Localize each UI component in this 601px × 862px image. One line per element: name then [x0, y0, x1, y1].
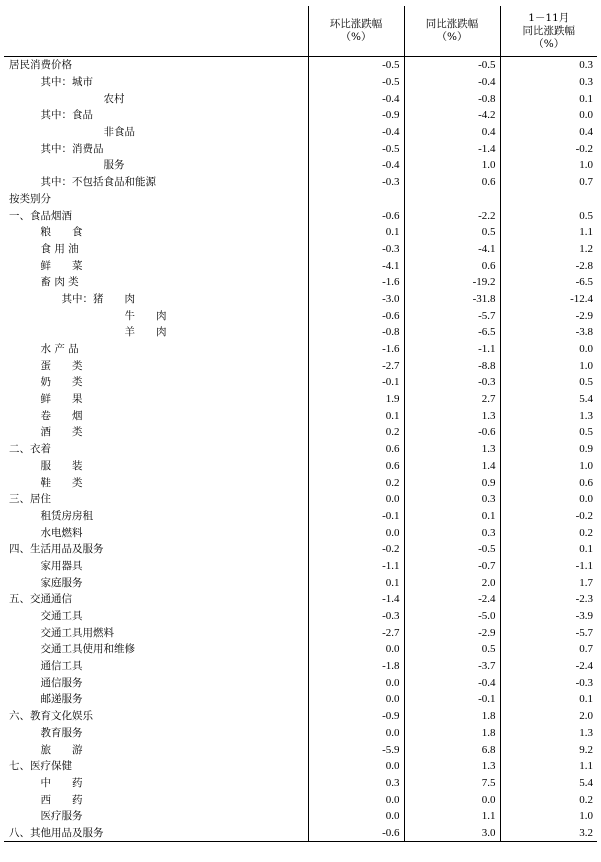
table-row	[4, 641, 597, 658]
ytd-value: 1.3	[500, 725, 597, 742]
table-row	[4, 140, 597, 157]
table-row	[4, 441, 597, 458]
header-item	[4, 6, 308, 57]
row-label: 家庭服务	[40, 576, 83, 589]
yoy-value: -4.1	[404, 241, 500, 258]
yoy-value: -3.7	[404, 658, 500, 675]
row-label: 居民消费价格	[9, 59, 72, 72]
yoy-value: 0.9	[404, 474, 500, 491]
mom-value	[308, 191, 404, 208]
table-row	[4, 624, 597, 641]
yoy-value: 1.1	[404, 808, 500, 825]
ytd-value: 3.2	[500, 825, 597, 842]
row-label: 租赁房房租	[40, 509, 93, 522]
table-row	[4, 591, 597, 608]
yoy-value: 0.5	[404, 224, 500, 241]
mom-value: 0.0	[308, 691, 404, 708]
table-header-row	[4, 6, 597, 57]
ytd-value: -0.3	[500, 674, 597, 691]
yoy-value: 0.6	[404, 174, 500, 191]
ytd-value: 1.7	[500, 574, 597, 591]
mom-value: 0.2	[308, 424, 404, 441]
yoy-value: 2.0	[404, 574, 500, 591]
ytd-value: 0.2	[500, 791, 597, 808]
mom-value: 0.1	[308, 224, 404, 241]
row-label: 通信服务	[40, 676, 83, 689]
row-label: 水电燃料	[40, 526, 83, 539]
header-mom	[308, 6, 404, 57]
yoy-value: -1.1	[404, 341, 500, 358]
mom-value: 0.0	[308, 808, 404, 825]
row-label: 鞋 类	[40, 476, 83, 489]
ytd-value: -2.8	[500, 257, 597, 274]
mom-value: -0.8	[308, 324, 404, 341]
ytd-value: 0.5	[500, 207, 597, 224]
mom-value: -0.6	[308, 307, 404, 324]
mom-value: 0.0	[308, 758, 404, 775]
row-label: 八、其他用品及服务	[4, 825, 308, 842]
row-label: 非食品	[103, 126, 135, 139]
mom-value: -0.9	[308, 708, 404, 725]
row-label: 七、医疗保健	[9, 760, 72, 773]
row-label: 旅 游	[40, 743, 83, 756]
table-row	[4, 274, 597, 291]
table-row	[4, 291, 597, 308]
mom-value: -2.7	[308, 357, 404, 374]
table-row	[4, 424, 597, 441]
table-row	[4, 491, 597, 508]
ytd-value: 1.1	[500, 758, 597, 775]
mom-value: -0.9	[308, 107, 404, 124]
ytd-value: -0.2	[500, 508, 597, 525]
mom-value: -0.3	[308, 174, 404, 191]
mom-value: -0.3	[308, 608, 404, 625]
mom-value: 0.0	[308, 674, 404, 691]
ytd-value: -12.4	[500, 291, 597, 308]
yoy-value: -0.5	[404, 541, 500, 558]
yoy-value: 2.7	[404, 391, 500, 408]
cpi-table	[4, 6, 597, 842]
table-row	[4, 741, 597, 758]
yoy-value: 0.6	[404, 257, 500, 274]
header-yoy-line1: 同比涨跌幅	[425, 18, 479, 30]
table-row	[4, 775, 597, 792]
table-row	[4, 391, 597, 408]
mom-value: -0.6	[308, 207, 404, 224]
row-label: 一、食品烟酒	[9, 209, 72, 222]
mom-value: 0.0	[308, 641, 404, 658]
ytd-value: 0.3	[500, 74, 597, 91]
mom-value: -1.1	[308, 558, 404, 575]
mom-value: 0.1	[308, 574, 404, 591]
table-row	[4, 708, 597, 725]
table-row	[4, 341, 597, 358]
mom-value: -3.0	[308, 291, 404, 308]
row-label: 牛 肉	[124, 309, 167, 322]
yoy-value: 1.3	[404, 758, 500, 775]
mom-value: 1.9	[308, 391, 404, 408]
yoy-value: -0.4	[404, 674, 500, 691]
mom-value: 0.0	[308, 491, 404, 508]
yoy-value: 1.4	[404, 458, 500, 475]
row-label: 奶 类	[40, 376, 83, 389]
mom-value: -0.1	[308, 374, 404, 391]
mom-value: -2.7	[308, 624, 404, 641]
table-row	[4, 808, 597, 825]
ytd-value: -0.2	[500, 140, 597, 157]
yoy-value: -0.1	[404, 691, 500, 708]
table-row	[4, 674, 597, 691]
ytd-value: 1.0	[500, 157, 597, 174]
table-row	[4, 558, 597, 575]
yoy-value: -4.2	[404, 107, 500, 124]
yoy-value: 0.4	[404, 124, 500, 141]
table-row	[4, 524, 597, 541]
yoy-value: -6.5	[404, 324, 500, 341]
table-row	[4, 174, 597, 191]
ytd-value: 0.1	[500, 90, 597, 107]
ytd-value: -6.5	[500, 274, 597, 291]
yoy-value: -2.2	[404, 207, 500, 224]
row-label: 中 药	[40, 776, 83, 789]
row-label: 其中：消费品	[40, 142, 104, 155]
mom-value: -0.5	[308, 74, 404, 91]
row-label: 酒 类	[40, 426, 83, 439]
row-label: 邮递服务	[40, 693, 83, 706]
table-row	[4, 574, 597, 591]
header-ytd-period: 1－11月	[528, 11, 570, 24]
mom-value: -1.8	[308, 658, 404, 675]
mom-value: -1.6	[308, 341, 404, 358]
row-label: 蛋 类	[40, 359, 83, 372]
row-label: 交通工具使用和维修	[40, 643, 135, 656]
yoy-value: -0.3	[404, 374, 500, 391]
yoy-value: 7.5	[404, 775, 500, 792]
table-row	[4, 257, 597, 274]
mom-value: 0.1	[308, 407, 404, 424]
table-row	[4, 324, 597, 341]
row-label: 水 产 品	[40, 343, 79, 356]
mom-value: 0.6	[308, 458, 404, 475]
row-label: 四、生活用品及服务	[9, 543, 104, 556]
yoy-value: -2.4	[404, 591, 500, 608]
ytd-value: 0.1	[500, 541, 597, 558]
ytd-value: -2.3	[500, 591, 597, 608]
row-label: 畜 肉 类	[40, 276, 79, 289]
row-label: 通信工具	[40, 660, 83, 673]
row-label: 六、教育文化娱乐	[9, 710, 93, 723]
table-row	[4, 608, 597, 625]
mom-value: -5.9	[308, 741, 404, 758]
row-label: 医疗服务	[40, 810, 83, 823]
yoy-value: -0.8	[404, 90, 500, 107]
yoy-value: 0.5	[404, 641, 500, 658]
table-row	[4, 90, 597, 107]
table-row	[4, 74, 597, 91]
table-row	[4, 57, 597, 74]
ytd-value: 0.1	[500, 691, 597, 708]
mom-value: -1.6	[308, 274, 404, 291]
mom-value: 0.6	[308, 441, 404, 458]
header-mom-line1: 环比涨跌幅	[329, 18, 383, 30]
ytd-value: 1.0	[500, 808, 597, 825]
ytd-value: -5.7	[500, 624, 597, 641]
table-row	[4, 241, 597, 258]
header-ytd	[500, 6, 597, 57]
ytd-value: 0.0	[500, 107, 597, 124]
table-row	[4, 307, 597, 324]
row-label: 农村	[103, 92, 125, 105]
ytd-value: -2.9	[500, 307, 597, 324]
table-row	[4, 825, 597, 842]
row-label: 食 用 油	[40, 242, 79, 255]
yoy-value: -0.4	[404, 74, 500, 91]
row-label: 五、交通通信	[9, 593, 72, 606]
row-label: 教育服务	[40, 726, 83, 739]
row-label: 三、居住	[9, 493, 51, 506]
yoy-value: 1.8	[404, 708, 500, 725]
table-row	[4, 758, 597, 775]
yoy-value: -1.4	[404, 140, 500, 157]
yoy-value: 0.3	[404, 491, 500, 508]
table-row	[4, 691, 597, 708]
row-label: 服 装	[40, 459, 83, 472]
row-label: 二、衣着	[9, 443, 51, 456]
ytd-value: 0.5	[500, 374, 597, 391]
header-mom-unit: （%）	[340, 31, 372, 43]
yoy-value: 1.3	[404, 407, 500, 424]
ytd-value: 1.1	[500, 224, 597, 241]
mom-value: 0.2	[308, 474, 404, 491]
yoy-value: -5.7	[404, 307, 500, 324]
ytd-value: 2.0	[500, 708, 597, 725]
mom-value: -0.3	[308, 241, 404, 258]
table-row	[4, 658, 597, 675]
row-label: 其中：不包括食品和能源	[40, 176, 156, 189]
row-label: 其中：食品	[40, 109, 93, 122]
row-label: 粮 食	[40, 226, 83, 239]
ytd-value	[500, 191, 597, 208]
mom-value: -0.6	[308, 825, 404, 842]
mom-value: 0.3	[308, 775, 404, 792]
yoy-value: -8.8	[404, 357, 500, 374]
row-label: 鲜 果	[40, 393, 83, 406]
mom-value: 0.0	[308, 524, 404, 541]
ytd-value: -1.1	[500, 558, 597, 575]
row-label: 服务	[103, 159, 125, 172]
row-label: 交通工具	[40, 610, 83, 623]
table-row	[4, 508, 597, 525]
table-row	[4, 374, 597, 391]
table-body	[4, 57, 597, 842]
ytd-value: 5.4	[500, 391, 597, 408]
table-row	[4, 407, 597, 424]
ytd-value: -3.8	[500, 324, 597, 341]
table-row	[4, 191, 597, 208]
header-yoy	[404, 6, 500, 57]
row-label: 家用器具	[40, 559, 83, 572]
table-row	[4, 541, 597, 558]
header-ytd-line2: 同比涨跌幅	[522, 24, 575, 37]
yoy-value: 0.3	[404, 524, 500, 541]
yoy-value: 0.1	[404, 508, 500, 525]
table-row	[4, 791, 597, 808]
table-row	[4, 458, 597, 475]
row-label: 羊 肉	[124, 326, 167, 339]
ytd-value: 0.7	[500, 174, 597, 191]
ytd-value: 5.4	[500, 775, 597, 792]
yoy-value: -0.6	[404, 424, 500, 441]
ytd-value: 0.0	[500, 341, 597, 358]
ytd-value: 0.0	[500, 491, 597, 508]
table-row	[4, 157, 597, 174]
row-label: 鲜 菜	[40, 259, 83, 272]
mom-value: -0.5	[308, 140, 404, 157]
table-row	[4, 124, 597, 141]
row-label: 其中：猪 肉	[61, 292, 135, 305]
yoy-value: 1.3	[404, 441, 500, 458]
yoy-value: 3.0	[404, 825, 500, 842]
ytd-value: 1.0	[500, 458, 597, 475]
yoy-value: -5.0	[404, 608, 500, 625]
row-label: 其中：城市	[40, 76, 93, 89]
yoy-value: 0.0	[404, 791, 500, 808]
ytd-value: 0.3	[500, 57, 597, 74]
ytd-value: -3.9	[500, 608, 597, 625]
yoy-value: -0.5	[404, 57, 500, 74]
row-label: 西 药	[40, 793, 83, 806]
ytd-value: 0.6	[500, 474, 597, 491]
table-row	[4, 207, 597, 224]
yoy-value	[404, 191, 500, 208]
mom-value: -0.5	[308, 57, 404, 74]
ytd-value: 1.3	[500, 407, 597, 424]
ytd-value: 0.7	[500, 641, 597, 658]
mom-value: 0.0	[308, 791, 404, 808]
mom-value: -0.2	[308, 541, 404, 558]
mom-value: -4.1	[308, 257, 404, 274]
yoy-value: 1.8	[404, 725, 500, 742]
yoy-value: -2.9	[404, 624, 500, 641]
header-ytd-unit: （%）	[533, 37, 565, 50]
ytd-value: 9.2	[500, 741, 597, 758]
yoy-value: 1.0	[404, 157, 500, 174]
yoy-value: 6.8	[404, 741, 500, 758]
ytd-value: -2.4	[500, 658, 597, 675]
ytd-value: 0.2	[500, 524, 597, 541]
ytd-value: 0.9	[500, 441, 597, 458]
yoy-value: -31.8	[404, 291, 500, 308]
row-label: 交通工具用燃料	[40, 626, 114, 639]
yoy-value: -19.2	[404, 274, 500, 291]
ytd-value: 0.5	[500, 424, 597, 441]
mom-value: 0.0	[308, 725, 404, 742]
mom-value: -0.1	[308, 508, 404, 525]
row-label: 按类别分	[9, 192, 51, 205]
table-row	[4, 474, 597, 491]
mom-value: -0.4	[308, 124, 404, 141]
mom-value: -0.4	[308, 90, 404, 107]
ytd-value: 1.0	[500, 357, 597, 374]
mom-value: -0.4	[308, 157, 404, 174]
table-row	[4, 224, 597, 241]
table-row	[4, 357, 597, 374]
row-label: 卷 烟	[40, 409, 83, 422]
header-yoy-unit: （%）	[436, 31, 468, 43]
yoy-value: -0.7	[404, 558, 500, 575]
ytd-value: 0.4	[500, 124, 597, 141]
table-row	[4, 107, 597, 124]
ytd-value: 1.2	[500, 241, 597, 258]
table-row	[4, 725, 597, 742]
mom-value: -1.4	[308, 591, 404, 608]
